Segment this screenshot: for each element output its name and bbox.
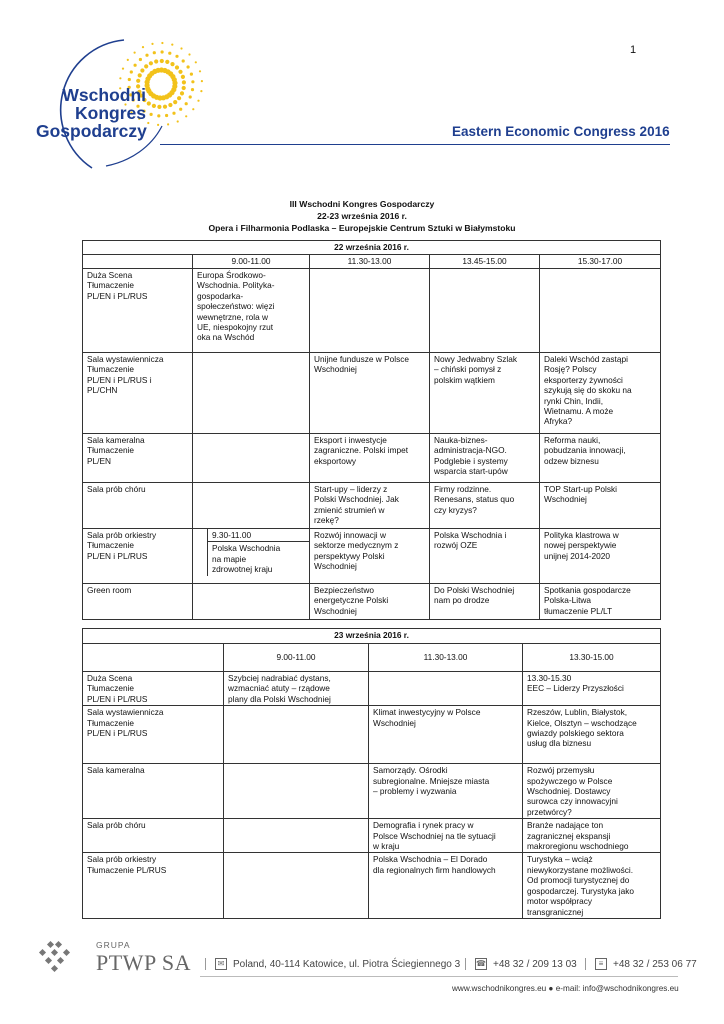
- sun-dot: [161, 50, 164, 53]
- sun-dot: [136, 79, 140, 83]
- logo-line-3: Gospodarczy: [36, 121, 147, 141]
- sun-dot: [138, 73, 142, 77]
- room-cell: Sala prób orkiestry Tłumaczenie PL/RUS: [83, 853, 224, 919]
- logo-line-1: Wschodni: [62, 85, 146, 105]
- sun-dot: [187, 65, 190, 68]
- session-cell: Turystyka – wciąż niewykorzystane możliwości. Od promocji turystycznej do gospodarczej. Turystyka jako motor współpracy transgranicznej: [523, 853, 661, 919]
- sun-dot: [177, 120, 179, 122]
- sun-dot: [152, 104, 156, 108]
- sun-dot: [189, 95, 192, 98]
- day1-time-2: 11.30-13.00: [310, 255, 430, 269]
- sun-dot: [134, 52, 136, 54]
- fax-text: +48 32 / 253 06 77: [613, 958, 697, 970]
- address-text: Poland, 40-114 Katowice, ul. Piotra Ściegiennego 3: [233, 958, 461, 970]
- sun-dot: [168, 103, 172, 107]
- sun-dot: [146, 88, 151, 93]
- sun-dot: [182, 59, 185, 62]
- footer-divider: [200, 976, 678, 977]
- room-cell: Sala prób chóru: [83, 819, 224, 853]
- sun-dot: [142, 46, 144, 48]
- session-cell: Start-upy – liderzy z Polski Wschodniej. Jak zmienić strumień w rzekę?: [310, 483, 430, 529]
- envelope-icon: ✉: [215, 958, 227, 970]
- logo-line-2: Kongres: [75, 103, 146, 123]
- separator: [465, 958, 466, 970]
- table-row: [83, 584, 661, 620]
- sun-dot: [144, 64, 148, 68]
- bullet: ●: [548, 984, 556, 993]
- session-cell: [224, 853, 369, 919]
- title-line-2: 22-23 września 2016 r.: [317, 211, 407, 221]
- email-link[interactable]: e-mail: info@wschodnikongres.eu: [555, 984, 679, 993]
- sun-dot: [170, 62, 174, 66]
- session-cell: Samorządy. Ośrodki subregionalne. Mniejsze miasta – problemy i wyzwania: [369, 764, 523, 819]
- sun-dot: [180, 47, 182, 49]
- day1-time-1: 9.00-11.00: [193, 255, 310, 269]
- sun-dot: [140, 68, 144, 72]
- session-cell: [193, 353, 310, 434]
- sun-dot: [147, 122, 149, 124]
- day1-room-header: [83, 255, 193, 269]
- sun-dot: [192, 108, 194, 110]
- separator: [585, 958, 586, 970]
- session-cell: Europa Środkowo- Wschodnia. Polityka- gospodarka- społeczeństwo: więzi wewnętrzne, rola w UE, niespokojny rzut oka na Wschód: [193, 269, 310, 353]
- schedule-day2-table: [82, 628, 661, 919]
- session-cell: Nowy Jedwabny Szlak – chiński pomysł z polskim wątkiem: [430, 353, 540, 434]
- session-cell: Bezpieczeństwo energetyczne Polski Wschodniej: [310, 584, 430, 620]
- sun-dot: [191, 88, 194, 91]
- sun-dot: [179, 108, 182, 111]
- sun-dot: [175, 55, 178, 58]
- table-row: [83, 819, 661, 853]
- sun-dot: [175, 65, 179, 69]
- sun-dot: [153, 51, 156, 54]
- sun-dot: [157, 114, 160, 117]
- session-cell: [193, 584, 310, 620]
- room-cell: Sala wystawiennicza Tłumaczenie PL/EN i PL/RUS i PL/CHN: [83, 353, 193, 434]
- table-row: [83, 353, 661, 434]
- sun-dot: [165, 114, 168, 117]
- session-cell: Firmy rodzinne. Renesans, status quo czy kryzys?: [430, 483, 540, 529]
- footer-fax: [582, 958, 697, 970]
- session-cell: Klimat inwestycyjny w Polsce Wschodniej: [369, 706, 523, 764]
- sun-dot: [191, 80, 194, 83]
- sun-dot: [122, 68, 124, 70]
- day1-date: 22 września 2016 r.: [83, 241, 661, 255]
- phone-icon: ☎: [476, 959, 486, 968]
- session-time: 9.30-11.00: [207, 529, 309, 542]
- sun-dot: [178, 70, 182, 74]
- document-title: [0, 198, 724, 234]
- table-row: [83, 529, 661, 584]
- sun-dot: [139, 58, 142, 61]
- room-cell: Green room: [83, 584, 193, 620]
- sun-dot: [160, 59, 164, 63]
- room-cell: Sala kameralna: [83, 764, 224, 819]
- session-cell-split: [193, 529, 310, 584]
- footer-phone: [462, 958, 577, 970]
- table-row: [83, 672, 661, 706]
- session-cell: [224, 819, 369, 853]
- table-row: [83, 853, 661, 919]
- ptwp-logo-icon: [38, 940, 88, 976]
- header-english-title: Eastern Economic Congress 2016: [452, 124, 670, 139]
- sun-dot: [195, 61, 197, 63]
- sun-dot: [190, 73, 193, 76]
- footer-address: [202, 958, 460, 970]
- sun-dot: [157, 124, 159, 126]
- sun-dot: [168, 52, 171, 55]
- sun-dot: [150, 113, 153, 116]
- session-cell: [540, 269, 661, 353]
- sun-dot: [165, 60, 169, 64]
- sun-dot: [145, 54, 148, 57]
- fax-icon: ≡: [595, 958, 607, 970]
- sun-dot: [201, 80, 203, 82]
- sun-dot: [149, 61, 153, 65]
- footer-company: PTWP SA: [96, 950, 191, 975]
- table-row: [83, 269, 661, 353]
- room-cell: Sala kameralna Tłumaczenie PL/EN: [83, 434, 193, 483]
- sun-dot: [151, 43, 153, 45]
- sun-dot: [181, 75, 185, 79]
- session-cell: Daleki Wschód zastąpi Rosję? Polscy eksporterzy żywności szykują się do skoku na rynki Chin, Indii, Wietnamu. A może Afryka?: [540, 353, 661, 434]
- session-cell: [193, 483, 310, 529]
- sun-dot: [147, 101, 151, 105]
- session-cell: Demografia i rynek pracy w Polsce Wschodniej na tle sytuacji w kraju: [369, 819, 523, 853]
- sun-dot: [200, 90, 202, 92]
- sun-dot: [199, 70, 201, 72]
- sun-dot: [173, 100, 177, 104]
- sun-dot: [172, 112, 175, 115]
- sun-dot: [127, 59, 129, 61]
- room-cell: Duża Scena Tłumaczenie PL/EN i PL/RUS: [83, 269, 193, 353]
- page-number: 1: [630, 44, 637, 56]
- session-cell: Reforma nauki, pobudzania innowacji, odzew biznesu: [540, 434, 661, 483]
- logo-text: [36, 86, 146, 140]
- sun-dot: [130, 70, 133, 73]
- sun-dot: [177, 96, 181, 100]
- session-cell: Rozwój innowacji w sektorze medycznym z perspektywy Polski Wschodniej: [310, 529, 430, 584]
- day2-time-2: 11.30-13.00: [369, 644, 523, 672]
- session-cell: Polska Wschodnia – El Dorado dla regionalnych firm handlowych: [369, 853, 523, 919]
- sun-dot: [163, 105, 167, 109]
- title-line-1: III Wschodni Kongres Gospodarczy: [289, 199, 435, 209]
- session-cell: Rzeszów, Lublin, Białystok, Kielce, Olsztyn – wschodzące gwiazdy polskiego sektora usług dla biznesu: [523, 706, 661, 764]
- session-cell: Eksport i inwestycje zagraniczne. Polski impet eksportowy: [310, 434, 430, 483]
- footer-web: [452, 984, 679, 993]
- day1-time-3: 13.45-15.00: [430, 255, 540, 269]
- sun-dot: [188, 53, 190, 55]
- session-cell: [193, 434, 310, 483]
- session-cell: 13.30-15.30 EEC – Liderzy Przyszłości: [523, 672, 661, 706]
- session-cell: Szybciej nadrabiać dystans, wzmacniać atuty – rządowe plany dla Polski Wschodniej: [224, 672, 369, 706]
- room-cell: Sala prób chóru: [83, 483, 193, 529]
- schedule-day1-table: [82, 240, 661, 620]
- sun-dot: [182, 86, 186, 90]
- sun-dot: [197, 100, 199, 102]
- session-cell: Polska Wschodnia i rozwój OZE: [430, 529, 540, 584]
- session-cell: Unijne fundusze w Polsce Wschodniej: [310, 353, 430, 434]
- session-cell: Spotkania gospodarcze Polska-Litwa tłumaczenie PL/LT: [540, 584, 661, 620]
- session-title: Polska Wschodnia na mapie zdrowotnej kraju: [207, 542, 309, 575]
- session-cell: Polityka klastrowa w nowej perspektywie unijnej 2014-2020: [540, 529, 661, 584]
- sun-dot: [185, 102, 188, 105]
- session-cell: [369, 672, 523, 706]
- day1-time-4: 15.30-17.00: [540, 255, 661, 269]
- title-line-3: Opera i Filharmonia Podlaska – Europejskie Centrum Sztuki w Białymstoku: [208, 223, 516, 233]
- session-cell: [224, 706, 369, 764]
- table-row: [83, 706, 661, 764]
- table-row: [83, 434, 661, 483]
- session-cell: Branże nadające ton zagranicznej ekspansji makroregionu wschodniego: [523, 819, 661, 853]
- sun-dot: [171, 44, 173, 46]
- sun-dot: [154, 59, 158, 63]
- table-row: [83, 483, 661, 529]
- sun-dot: [161, 42, 163, 44]
- sun-dot: [185, 115, 187, 117]
- sun-dot: [128, 78, 131, 81]
- phone-text: +48 32 / 209 13 03: [493, 958, 577, 970]
- sun-dot: [167, 123, 169, 125]
- sun-dot: [182, 80, 186, 84]
- sun-dot: [180, 91, 184, 95]
- day2-room-header: [83, 644, 224, 672]
- session-cell: TOP Start-up Polski Wschodniej: [540, 483, 661, 529]
- sun-dot: [157, 105, 161, 109]
- footer-grupa: GRUPA: [96, 940, 131, 950]
- day2-time-1: 9.00-11.00: [224, 644, 369, 672]
- session-cell: Rozwój przemysłu spożywczego w Polsce Wschodniej. Dostawcy surowca czy innowacyjni przetwórcy?: [523, 764, 661, 819]
- room-cell: Sala prób orkiestry Tłumaczenie PL/EN i PL/RUS: [83, 529, 193, 584]
- session-cell: [224, 764, 369, 819]
- room-cell: Sala wystawiennicza Tłumaczenie PL/EN i PL/RUS: [83, 706, 224, 764]
- day2-date: 23 września 2016 r.: [83, 629, 661, 644]
- room-cell: Duża Scena Tłumaczenie PL/EN i PL/RUS: [83, 672, 224, 706]
- session-cell: [310, 269, 430, 353]
- session-cell: Nauka-biznes- administracja-NGO. Podglebie i systemy wsparcia start-upów: [430, 434, 540, 483]
- day2-time-3: 13.30-15.00: [523, 644, 661, 672]
- website-link[interactable]: www.wschodnikongres.eu: [452, 984, 547, 993]
- session-cell: Do Polski Wschodniej nam po drodze: [430, 584, 540, 620]
- separator: [205, 958, 206, 970]
- sun-dot: [119, 77, 121, 79]
- sun-dot: [134, 64, 137, 67]
- header-divider: [160, 144, 670, 145]
- table-row: [83, 764, 661, 819]
- session-cell: [430, 269, 540, 353]
